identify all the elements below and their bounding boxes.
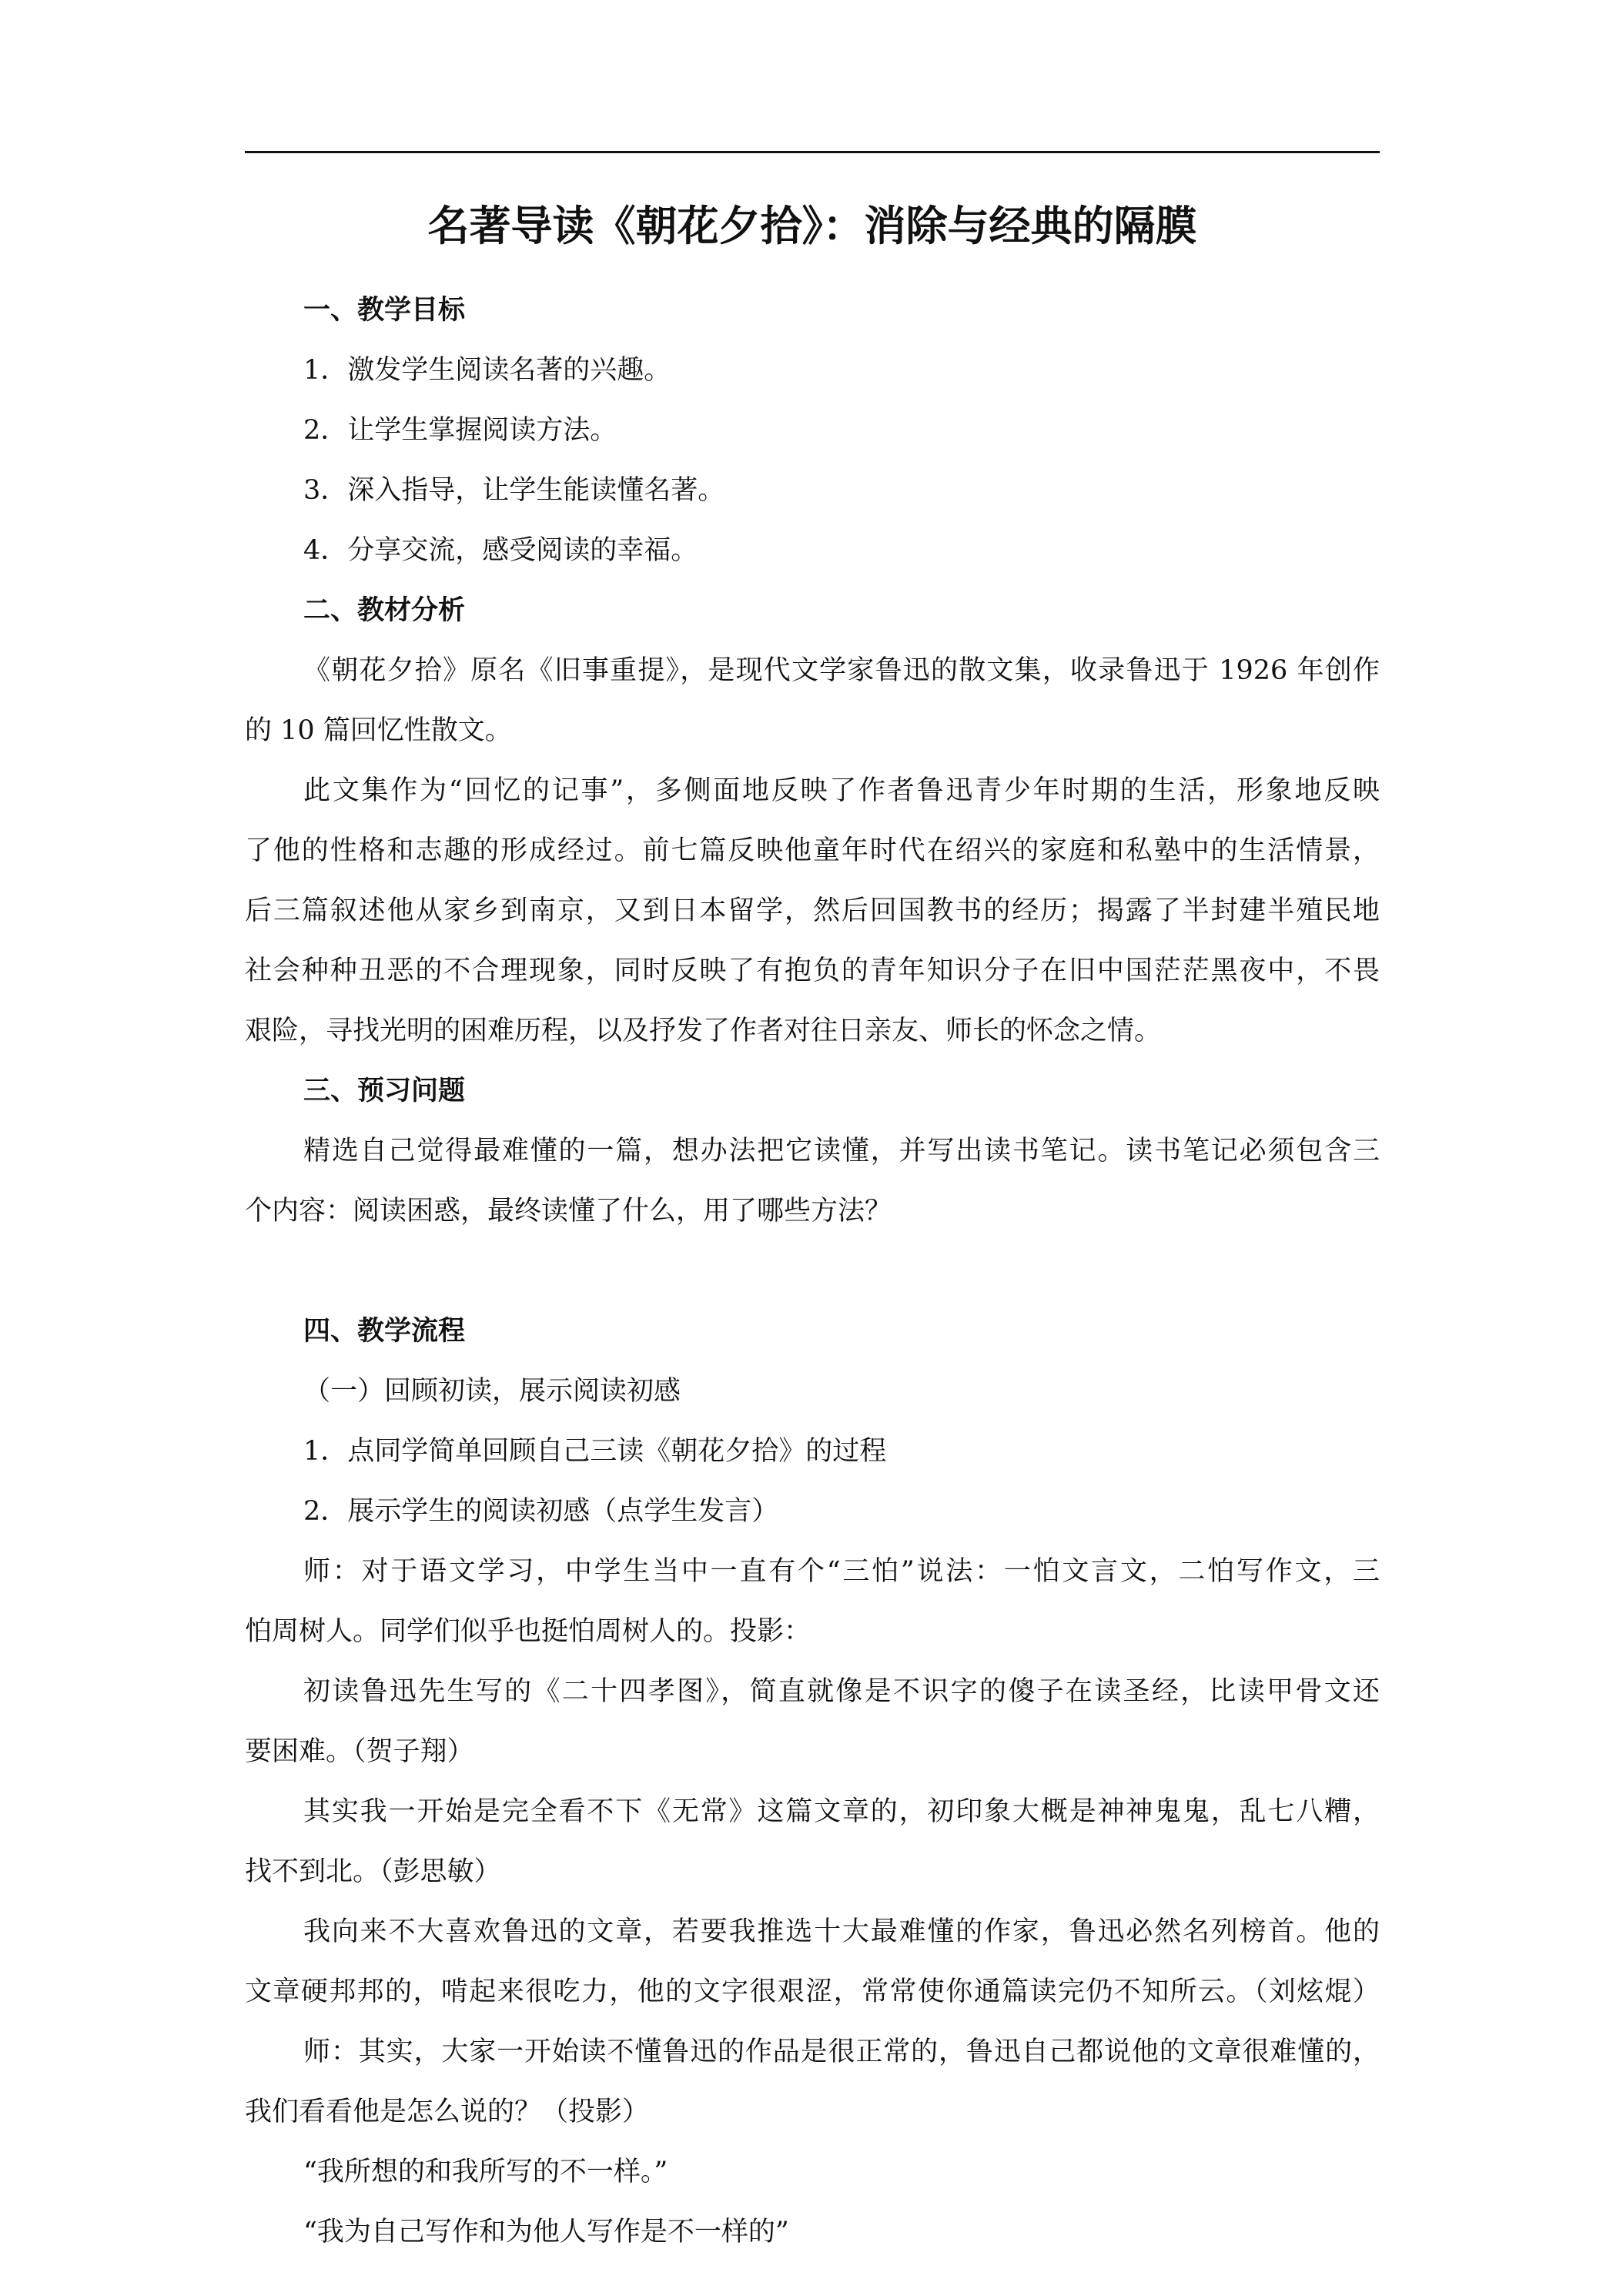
- body-line: 社会种种丑恶的不合理现象，同时反映了有抱负的青年知识分子在旧中国茫茫黑夜中，不畏: [245, 956, 1380, 986]
- body-line: 《朝花夕拾》原名《旧事重提》，是现代文学家鲁迅的散文集，收录鲁迅于 1926 年创作: [303, 655, 1380, 686]
- body-line: 2．展示学生的阅读初感（点学生发言）: [303, 1496, 779, 1527]
- section-heading: 三、预习问题: [303, 1076, 466, 1106]
- document-title: 名著导读《朝花夕拾》：消除与经典的隔膜: [427, 202, 1197, 250]
- body-line: 后三篇叙述他从家乡到南京，又到日本留学，然后回国教书的经历；揭露了半封建半殖民地: [245, 895, 1380, 926]
- body-line: 文章硬邦邦的，啃起来很吃力，他的文字很艰涩，常常使你通篇读完仍不知所云。（刘炫焜）: [245, 1976, 1380, 2007]
- body-line: 其实我一开始是完全看不下《无常》这篇文章的，初印象大概是神神鬼鬼，乱七八糟，: [303, 1796, 1380, 1827]
- body-line: 我们看看他是怎么说的？（投影）: [245, 2097, 650, 2127]
- blank-line: [245, 1241, 1380, 1301]
- body-line: 1．激发学生阅读名著的兴趣。: [303, 355, 671, 386]
- section-heading: 四、教学流程: [303, 1316, 466, 1347]
- body-line: 3．深入指导，让学生能读懂名著。: [303, 475, 725, 506]
- header-rule: [245, 151, 1380, 153]
- body-line: 艰险，寻找光明的困难历程，以及抒发了作者对往日亲友、师长的怀念之情。: [245, 1016, 1162, 1046]
- body-line: 怕周树人。同学们似乎也挺怕周树人的。投影：: [245, 1616, 812, 1647]
- body-line: 个内容：阅读困惑，最终读懂了什么，用了哪些方法？: [245, 1196, 892, 1227]
- body-line: 了他的性格和志趣的形成经过。前七篇反映他童年时代在绍兴的家庭和私塾中的生活情景，: [245, 835, 1380, 866]
- body-line: 1．点同学简单回顾自己三读《朝花夕拾》的过程: [303, 1436, 887, 1467]
- body-line: 4．分享交流，感受阅读的幸福。: [303, 535, 698, 566]
- body-line: 的 10 篇回忆性散文。: [245, 715, 512, 746]
- document-body: [245, 280, 1380, 2262]
- body-line: 初读鲁迅先生写的《二十四孝图》，简直就像是不识字的傻子在读圣经，比读甲骨文还: [303, 1676, 1380, 1707]
- body-line: 我向来不大喜欢鲁迅的文章，若要我推选十大最难懂的作家，鲁迅必然名列榜首。他的: [303, 1916, 1380, 1947]
- body-line: 师：其实，大家一开始读不懂鲁迅的作品是很正常的，鲁迅自己都说他的文章很难懂的，: [303, 2037, 1380, 2067]
- body-line: 精选自己觉得最难懂的一篇，想办法把它读懂，并写出读书笔记。读书笔记必须包含三: [303, 1136, 1380, 1166]
- body-line: 师：对于语文学习，中学生当中一直有个“三怕”说法：一怕文言文，二怕写作文，三: [303, 1556, 1380, 1587]
- section-heading: 一、教学目标: [303, 295, 466, 326]
- body-line: “我为自己写作和为他人写作是不一样的”: [303, 2217, 789, 2247]
- body-line: 要困难。（贺子翔）: [245, 1736, 474, 1767]
- body-line: 2．让学生掌握阅读方法。: [303, 415, 617, 446]
- section-heading: 二、教材分析: [303, 595, 466, 626]
- body-line: “我所想的和我所写的不一样。”: [303, 2157, 668, 2187]
- body-line: 找不到北。（彭思敏）: [245, 1856, 501, 1887]
- body-line: （一）回顾初读，展示阅读初感: [303, 1376, 681, 1407]
- body-line: 此文集作为“回忆的记事”，多侧面地反映了作者鲁迅青少年时期的生活，形象地反映: [303, 775, 1380, 806]
